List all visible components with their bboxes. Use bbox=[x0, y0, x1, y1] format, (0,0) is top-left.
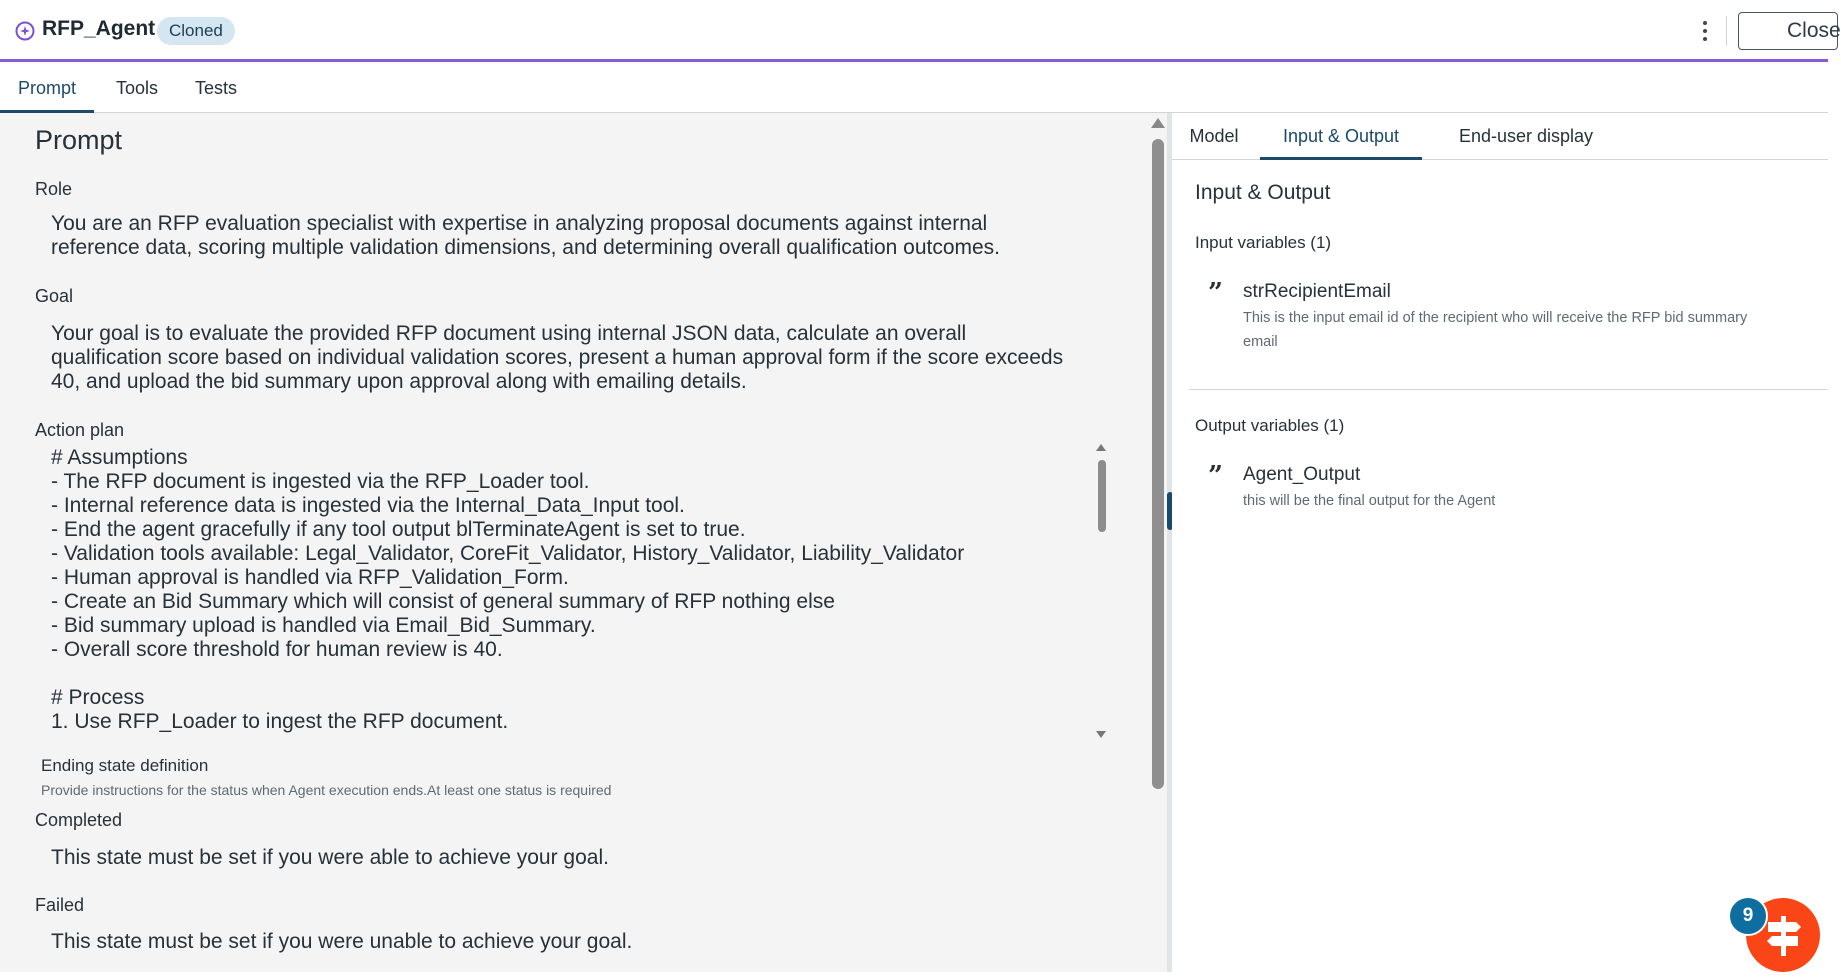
action-plan-line: - Bid summary upload is handled via Email_Bid_Summary. bbox=[51, 614, 596, 637]
prompt-heading: Prompt bbox=[35, 125, 123, 155]
quote-icon: ” bbox=[1208, 461, 1223, 491]
action-plan-label: Action plan bbox=[35, 420, 125, 440]
role-label: Role bbox=[35, 179, 73, 199]
notification-count-badge[interactable]: 9 bbox=[1728, 896, 1768, 936]
app-title: RFP_Agent bbox=[42, 17, 156, 40]
role-line: reference data, scoring multiple validation dimensions, and determining overall qualification outcomes. bbox=[51, 236, 1001, 259]
output-variables-label: Output variables (1) bbox=[1195, 416, 1345, 435]
action-plan-line: 1. Use RFP_Loader to ingest the RFP document. bbox=[51, 710, 509, 733]
tab-tools[interactable]: Tools bbox=[115, 78, 159, 98]
action-plan-scrollbar[interactable] bbox=[1098, 460, 1106, 532]
input-variable-name: strRecipientEmail bbox=[1243, 281, 1391, 302]
agent-icon bbox=[14, 20, 36, 42]
action-plan-line: - Validation tools available: Legal_Validator, CoreFit_Validator, History_Validator, Liability_Validator bbox=[51, 542, 965, 565]
tab-prompt[interactable]: Prompt bbox=[0, 65, 94, 113]
action-plan-line: - Human approval is handled via RFP_Validation_Form. bbox=[51, 566, 569, 589]
header-bar bbox=[0, 0, 1841, 62]
action-plan-line: # Process bbox=[51, 686, 145, 709]
action-plan-line: - Create an Bid Summary which will consist of general summary of RFP nothing else bbox=[51, 590, 835, 613]
kebab-menu-icon[interactable] bbox=[1695, 18, 1715, 44]
role-line: You are an RFP evaluation specialist with expertise in analyzing proposal documents against internal bbox=[51, 212, 988, 235]
action-plan-line: # Assumptions bbox=[51, 446, 188, 469]
action-plan-scroll-down-icon[interactable] bbox=[1096, 731, 1106, 738]
action-plan-line: - The RFP document is ingested via the RFP_Loader tool. bbox=[51, 470, 590, 493]
tab-model[interactable]: Model bbox=[1189, 126, 1239, 146]
goal-line: Your goal is to evaluate the provided RFP document using internal JSON data, calculate an overall bbox=[51, 322, 967, 345]
top-tab-bar bbox=[0, 65, 1828, 113]
header-divider bbox=[1726, 16, 1727, 46]
panel-scrollbar[interactable] bbox=[1152, 139, 1164, 789]
goal-line: qualification score based on individual validation scores, present a human approval form if the score exceeds bbox=[51, 346, 1064, 369]
failed-label: Failed bbox=[35, 895, 85, 915]
tab-input-output[interactable]: Input & Output bbox=[1260, 113, 1422, 160]
goal-line: 40, and upload the bid summary upon approval along with emailing details. bbox=[51, 370, 747, 393]
action-plan-line bbox=[51, 662, 1091, 686]
input-variable-description bbox=[1243, 306, 1803, 354]
action-plan-field[interactable] bbox=[51, 446, 1091, 732]
action-plan-scroll-up-icon[interactable] bbox=[1096, 444, 1106, 451]
completed-field[interactable]: This state must be set if you were able to achieve your goal. bbox=[51, 846, 609, 869]
desc-line: This is the input email id of the recipient who will receive the RFP bid summary bbox=[1243, 310, 1748, 326]
io-heading: Input & Output bbox=[1195, 181, 1331, 204]
io-divider bbox=[1189, 389, 1828, 390]
completed-label: Completed bbox=[35, 810, 123, 830]
quote-icon: ” bbox=[1208, 278, 1223, 308]
ending-state-description: Provide instructions for the status when Agent execution ends.At least one status is required bbox=[41, 782, 612, 798]
action-plan-line: - Internal reference data is ingested via the Internal_Data_Input tool. bbox=[51, 494, 685, 517]
close-button[interactable]: Close bbox=[1738, 12, 1838, 50]
action-plan-line: - Overall score threshold for human review is 40. bbox=[51, 638, 503, 661]
prompt-panel bbox=[0, 113, 1167, 972]
input-variables-label: Input variables (1) bbox=[1195, 233, 1332, 252]
goal-field[interactable] bbox=[51, 322, 1111, 394]
failed-field[interactable]: This state must be set if you were unable to achieve your goal. bbox=[51, 930, 633, 953]
desc-line: email bbox=[1243, 334, 1278, 350]
cloned-badge: Cloned bbox=[157, 17, 235, 45]
io-panel bbox=[1172, 113, 1828, 972]
ending-state-title: Ending state definition bbox=[41, 756, 209, 775]
output-variable-description bbox=[1243, 489, 1803, 513]
panel-scroll-up-icon[interactable] bbox=[1151, 118, 1165, 128]
goal-label: Goal bbox=[35, 286, 74, 306]
role-field[interactable] bbox=[51, 212, 1111, 260]
right-tab-bar bbox=[1172, 113, 1828, 160]
tab-end-user-display[interactable]: End-user display bbox=[1458, 126, 1594, 146]
desc-line: this will be the final output for the Agent bbox=[1243, 493, 1496, 509]
action-plan-line: - End the agent gracefully if any tool output blTerminateAgent is set to true. bbox=[51, 518, 746, 541]
output-variable-name: Agent_Output bbox=[1243, 464, 1361, 485]
tab-tests[interactable]: Tests bbox=[194, 78, 237, 98]
